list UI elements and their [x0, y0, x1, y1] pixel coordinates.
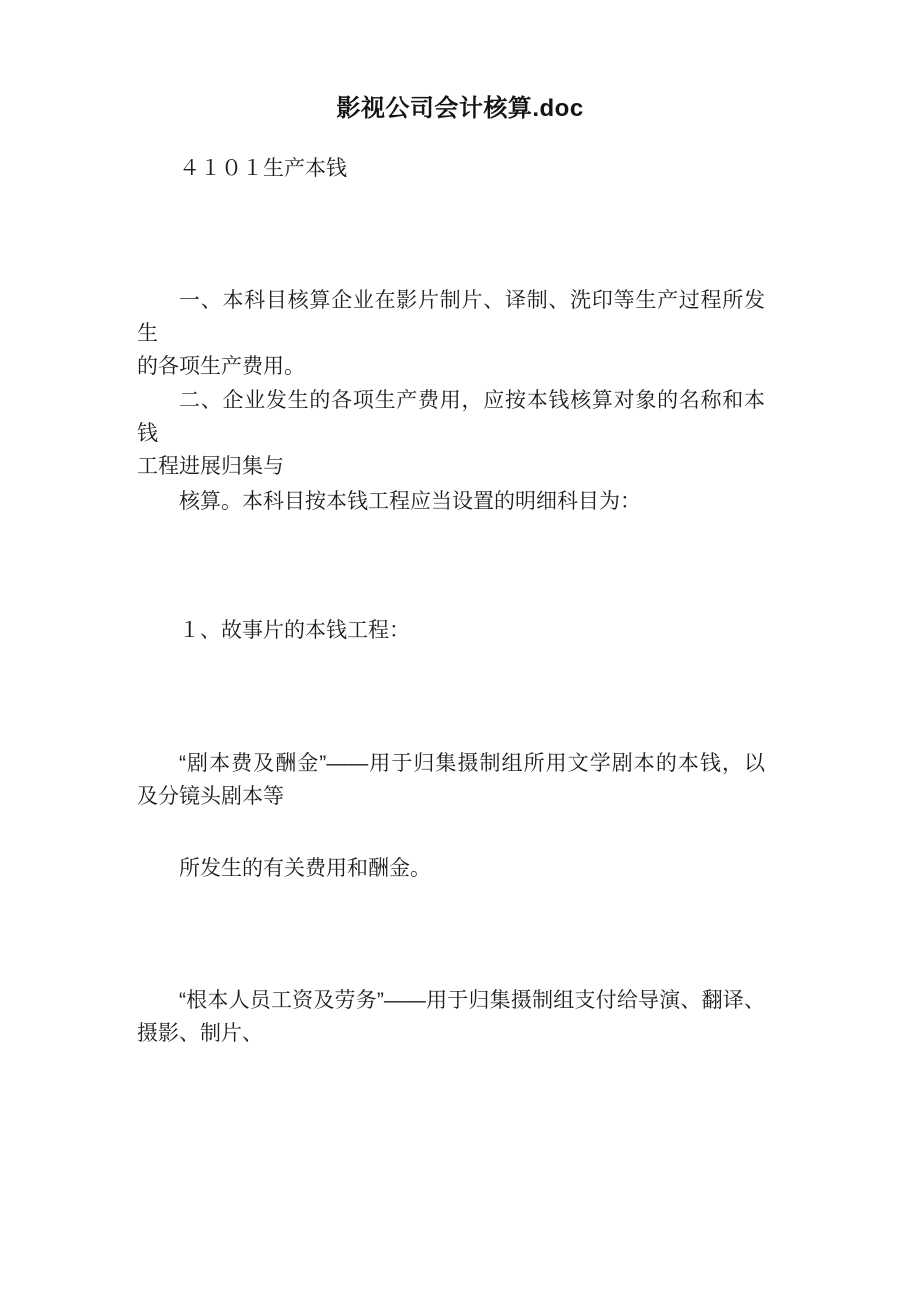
- section-heading: ４１０１生产本钱: [179, 157, 347, 180]
- paragraph-line: 一、本科目核算企业在影片制片、译制、洗印等生产过程所发生: [137, 289, 765, 345]
- paragraph-line: 核算。本科目按本钱工程应当设置的明细科目为：: [179, 490, 641, 513]
- paragraph-line: 的各项生产费用。: [137, 355, 305, 378]
- paragraph-4: [137, 614, 765, 647]
- paragraph-line: １、故事片的本钱工程：: [179, 619, 410, 642]
- paragraph-line: “剧本费及酬金”——用于归集摄制组所用文学剧本的本钱，以: [179, 752, 765, 775]
- paragraph-line: 工程进展归集与: [137, 455, 284, 478]
- paragraph-7: [137, 984, 765, 1050]
- paragraph-line: 及分镜头剧本等: [137, 785, 284, 808]
- paragraph-3: [137, 485, 765, 518]
- paragraph-line: “根本人员工资及劳务”——用于归集摄制组支付给导演、翻译、: [179, 989, 765, 1012]
- paragraph-line: 摄影、制片、: [137, 1022, 263, 1045]
- paragraph-1: [137, 284, 765, 383]
- paragraph-5: [137, 747, 765, 813]
- paragraph-2: [137, 384, 765, 483]
- paragraph-line: 所发生的有关费用和酬金。: [179, 857, 431, 880]
- document-title: 影视公司会计核算.doc: [336, 95, 584, 122]
- paragraph-line: 二、企业发生的各项生产费用，应按本钱核算对象的名称和本钱: [137, 389, 765, 445]
- paragraph-6: [137, 852, 765, 885]
